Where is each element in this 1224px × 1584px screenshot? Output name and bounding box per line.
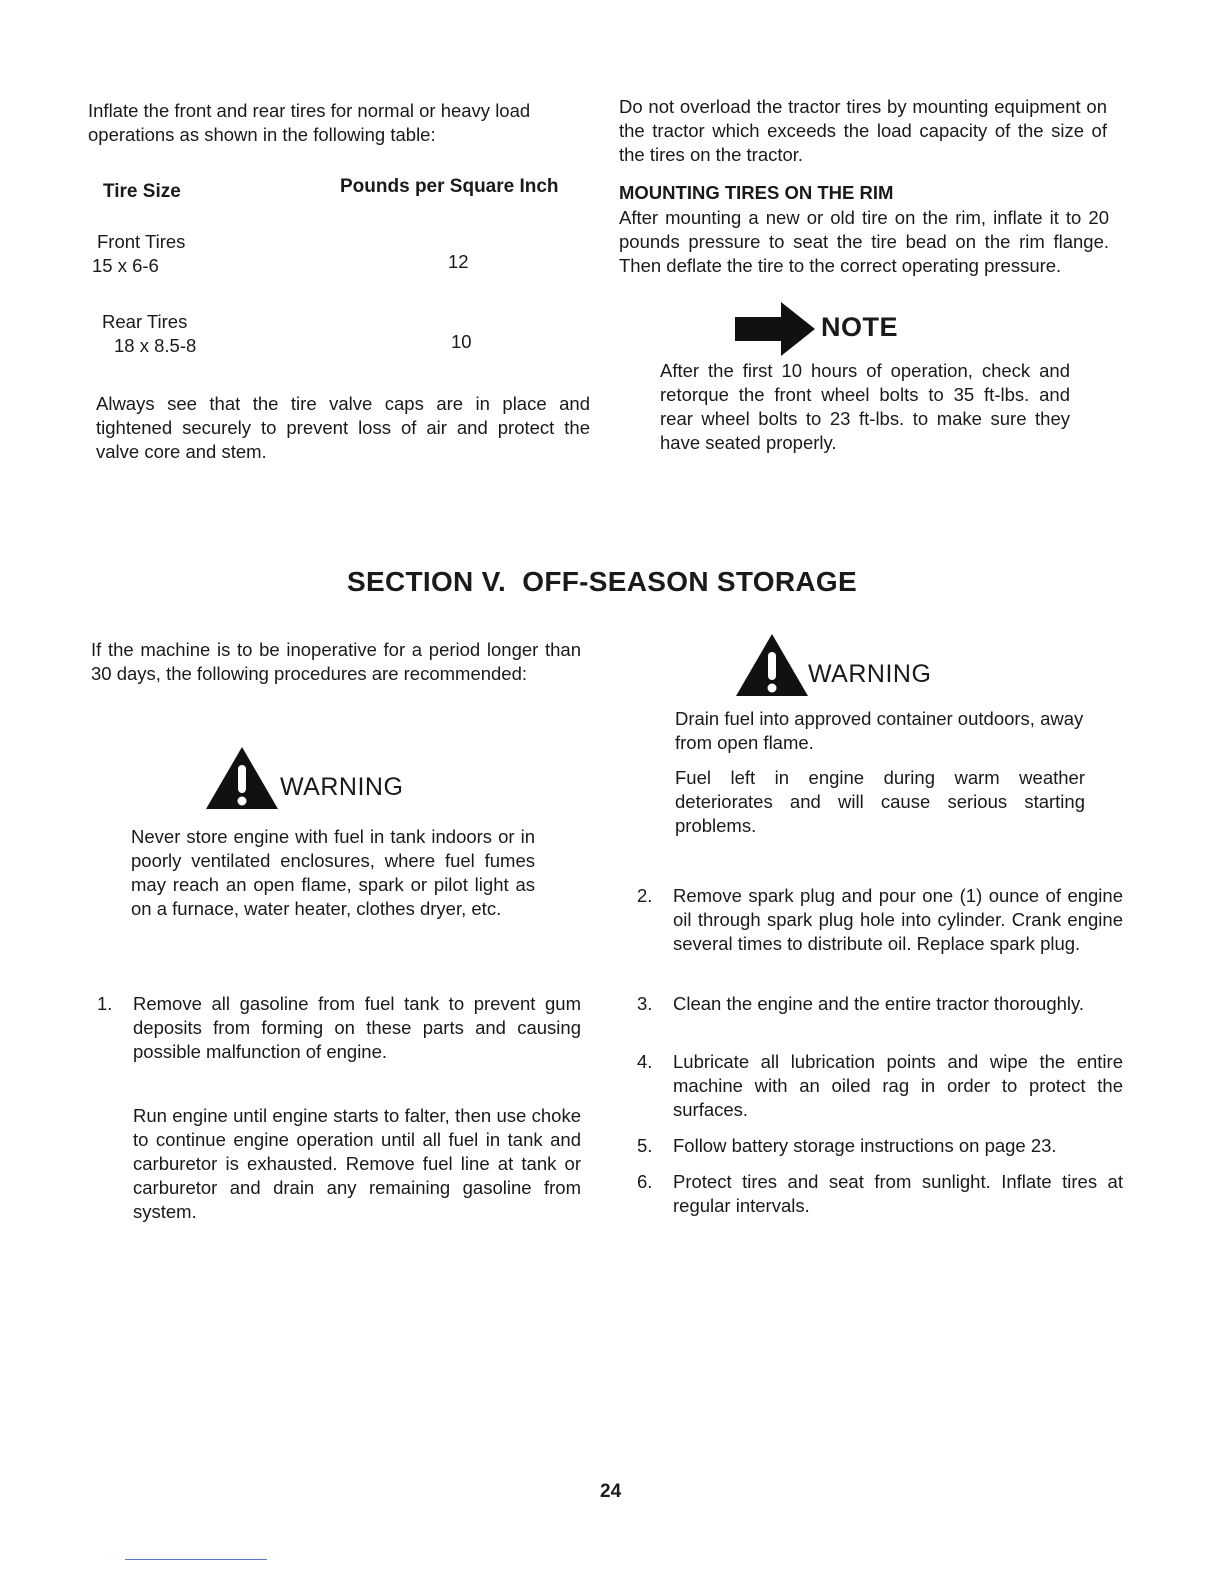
warning-callout-right (734, 632, 974, 698)
table-header-tire-size: Tire Size (103, 181, 181, 202)
list-item-text: Follow battery storage instructions on page 23. (673, 1135, 1057, 1156)
warning-text-left: Never store engine with fuel in tank indoors or in poorly ventilated enclosures, where fuel fumes may reach an open flame, spark or pilot light as on a furnace, water heater, clothes dryer, etc. (131, 826, 535, 919)
table-cell-psi-rear: 10 (451, 331, 472, 352)
note-text: After the first 10 hours of operation, check and retorque the front wheel bolts to 35 ft-lbs. and rear wheel bolts to 23 ft-lbs. to make sure they have seated properly. (660, 360, 1070, 453)
table-row-group-rear: Rear Tires (102, 311, 188, 332)
list-item-number: 3. (637, 993, 653, 1014)
storage-intro-paragraph: If the machine is to be inoperative for a period longer than 30 days, the following procedures are recommended: (91, 639, 581, 684)
section-title: SECTION V. OFF-SEASON STORAGE (347, 566, 857, 597)
warning-triangle-icon (204, 745, 280, 811)
warning-text-right-2: Fuel left in engine during warm weather deteriorates and will cause serious starting problems. (675, 767, 1085, 836)
list-item-text: Clean the engine and the entire tractor thoroughly. (673, 993, 1085, 1014)
table-cell-size-rear: 18 x 8.5-8 (114, 335, 197, 356)
list-item-number: 4. (637, 1051, 653, 1072)
list-item-number: 5. (637, 1135, 653, 1156)
list-item-number: 2. (637, 885, 653, 906)
list-item-text: Remove all gasoline from fuel tank to prevent gum deposits from forming on these parts and causing possible malfunction of engine. (133, 993, 581, 1062)
overload-paragraph: Do not overload the tractor tires by mounting equipment on the tractor which exceeds the load capacity of the size of the tires on the tractor. (619, 96, 1107, 165)
tire-inflation-intro: Inflate the front and rear tires for normal or heavy load operations as shown in the following table: (88, 100, 531, 145)
warning-triangle-icon (734, 632, 810, 698)
note-label: NOTE (821, 312, 899, 342)
item1-continued-paragraph: Run engine until engine starts to falter, then use choke to continue engine operation until all fuel in tank and carburetor is exhausted. Remove fuel line at tank or carburetor and drain any remaining gasoline from system. (133, 1105, 581, 1222)
list-item-text: Protect tires and seat from sunlight. Inflate tires at regular intervals. (673, 1171, 1123, 1216)
warning-label-right: WARNING (808, 660, 932, 688)
list-item-number: 1. (97, 993, 113, 1014)
mounting-tires-heading: MOUNTING TIRES ON THE RIM (619, 182, 894, 203)
warning-text-right-1: Drain fuel into approved container outdoors, away from open flame. (675, 708, 1084, 753)
warning-label-left: WARNING (280, 773, 404, 801)
table-header-psi: Pounds per Square Inch (340, 176, 559, 197)
list-item-text: Remove spark plug and pour one (1) ounce of engine oil through spark plug hole into cylinder. Crank engine several times to distribute oil. Replace spark plug. (673, 885, 1123, 954)
table-cell-size-front: 15 x 6-6 (92, 255, 159, 276)
warning-callout-left (204, 745, 444, 811)
mounting-tires-paragraph: After mounting a new or old tire on the rim, inflate it to 20 pounds pressure to seat the tire bead on the rim flange. Then deflate the tire to the correct operating pressure. (619, 207, 1109, 276)
note-callout (735, 302, 935, 356)
arrow-right-icon (735, 302, 817, 356)
table-row-group-front: Front Tires (97, 231, 186, 252)
list-item-number: 6. (637, 1171, 653, 1192)
list-item-text: Lubricate all lubrication points and wipe the entire machine with an oiled rag in order to protect the surfaces. (673, 1051, 1123, 1120)
valve-caps-paragraph: Always see that the tire valve caps are in place and tightened securely to prevent loss of air and protect the valve core and stem. (96, 393, 590, 462)
table-cell-psi-front: 12 (448, 251, 469, 272)
page-number: 24 (600, 1481, 622, 1502)
bottom-rule (125, 1559, 267, 1560)
